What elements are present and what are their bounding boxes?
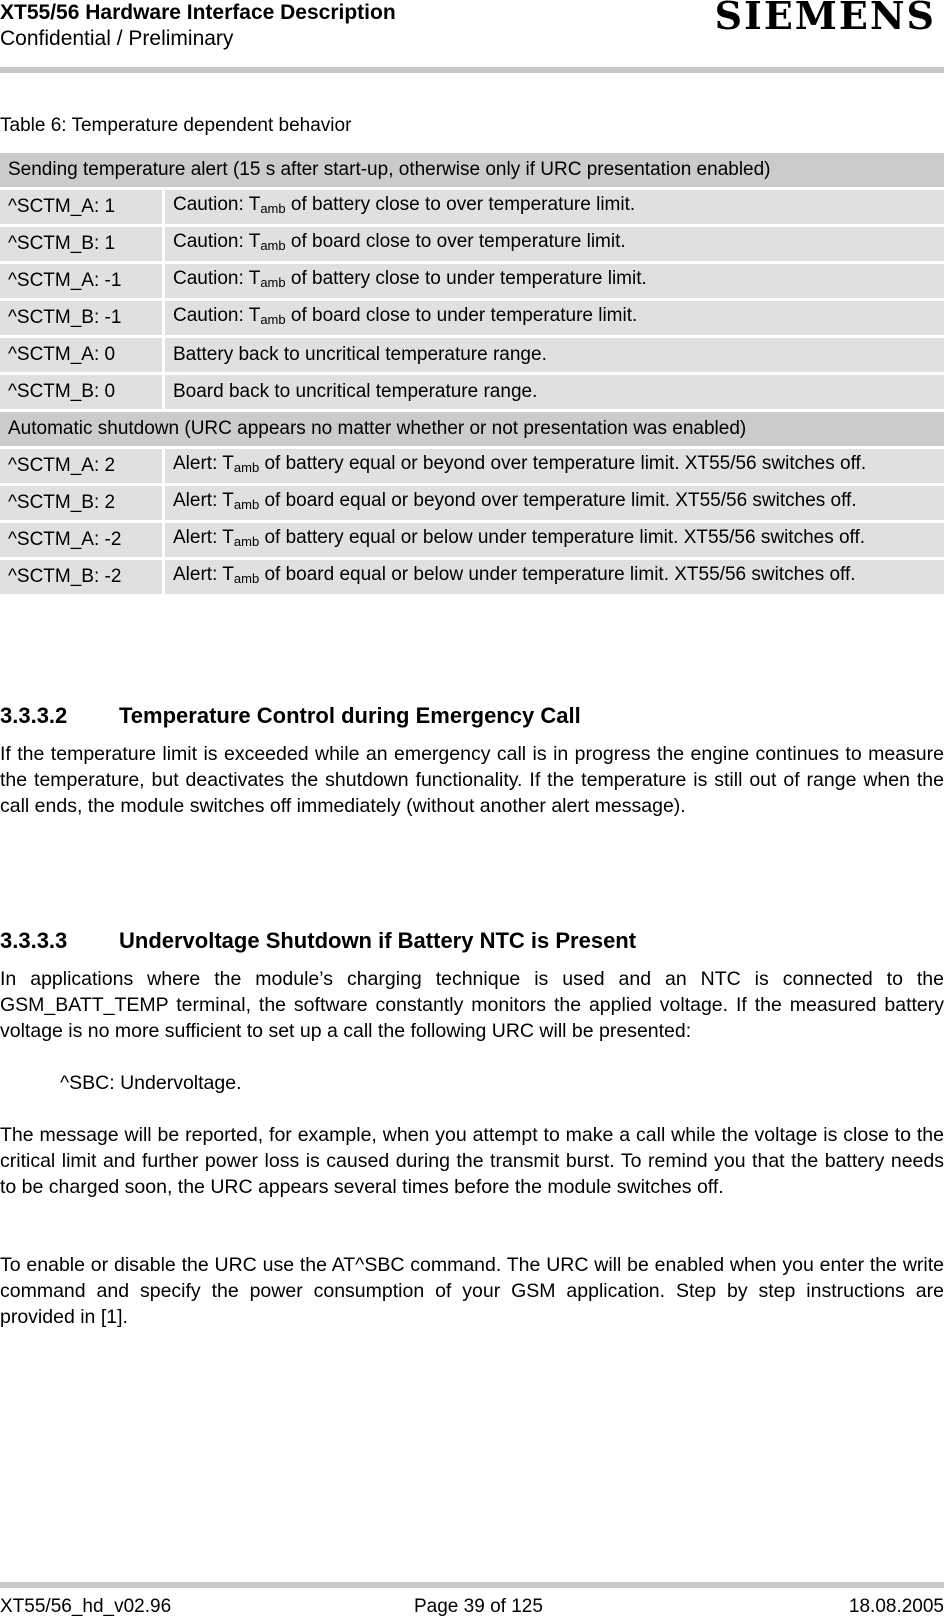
table-caption: Table 6: Temperature dependent behavior bbox=[0, 115, 352, 136]
table-row bbox=[0, 264, 944, 298]
urc-code: ^SCTM_B: -1 bbox=[0, 301, 165, 335]
section-heading-3333: 3.3.3.3 Undervoltage Shutdown if Battery NTC is Present bbox=[0, 928, 637, 953]
urc-code: ^SCTM_A: -1 bbox=[0, 264, 165, 298]
siemens-logo: SIEMENS bbox=[714, 0, 936, 38]
urc-description: Battery back to uncritical temperature range. bbox=[165, 338, 944, 372]
urc-description: Alert: $T_{amb}$ of board equal or below under temperature limit. XT55/56 switches off. bbox=[165, 560, 944, 594]
urc-description: Alert: $T_{amb}$ of battery equal or beyond over temperature limit. XT55/56 switches off. bbox=[165, 449, 944, 483]
urc-example: ^SBC: Undervoltage. bbox=[60, 1072, 242, 1094]
urc-description: Board back to uncritical temperature range. bbox=[165, 375, 944, 409]
table-row bbox=[0, 449, 944, 483]
urc-code: ^SCTM_A: 1 bbox=[0, 190, 165, 224]
footer-page-number: Page 39 of 125 bbox=[414, 1596, 543, 1617]
section-heading-3332: 3.3.3.2 Temperature Control during Emergency Call bbox=[0, 703, 581, 728]
temperature-behavior-table bbox=[0, 150, 944, 597]
table-row bbox=[0, 227, 944, 261]
footer-date: 18.08.2005 bbox=[848, 1596, 944, 1617]
table-row bbox=[0, 375, 944, 409]
table-section-header bbox=[0, 153, 944, 187]
urc-code: ^SCTM_B: 0 bbox=[0, 375, 165, 409]
section-3333-paragraph-2: The message will be reported, for example, when you attempt to make a call while the voltage is close to the critical limit and further power loss is caused during the transmit burst. To remind you that the battery needs to be charged soon, the URC appears several times before the module switches off. bbox=[0, 1124, 944, 1198]
urc-code: ^SCTM_B: -2 bbox=[0, 560, 165, 594]
table-row bbox=[0, 190, 944, 224]
urc-code: ^SCTM_B: 1 bbox=[0, 227, 165, 261]
urc-description: Alert: $T_{amb}$ of board equal or beyond over temperature limit. XT55/56 switches off. bbox=[165, 486, 944, 520]
urc-code: ^SCTM_A: -2 bbox=[0, 523, 165, 557]
table-section-header bbox=[0, 412, 944, 446]
section-alert-label: Sending temperature alert (15 s after start-up, otherwise only if URC presentation enabled) bbox=[0, 153, 944, 187]
urc-code: ^SCTM_B: 2 bbox=[0, 486, 165, 520]
confidentiality-note: Confidential / Preliminary bbox=[0, 27, 234, 50]
header-divider bbox=[0, 67, 944, 73]
table-row bbox=[0, 338, 944, 372]
urc-description: Caution: $T_{amb}$ of board close to over temperature limit. bbox=[165, 227, 944, 261]
section-3333-paragraph-1: In applications where the module’s charging technique is used and an NTC is connected to the GSM_BATT_TEMP terminal, the software constantly monitors the applied voltage. If the measured battery voltage is no more sufficient to set up a call the following URC will be presented: bbox=[0, 968, 944, 1042]
urc-description: Caution: $T_{amb}$ of battery close to under temperature limit. bbox=[165, 264, 944, 298]
table-row bbox=[0, 486, 944, 520]
section-3333-paragraph-3: To enable or disable the URC use the AT^SBC command. The URC will be enabled when you enter the write command and specify the power consumption of your GSM application. Step by step instructions are provided in [1]. bbox=[0, 1254, 944, 1328]
urc-description: Caution: $T_{amb}$ of board close to under temperature limit. bbox=[165, 301, 944, 335]
section-shutdown-label: Automatic shutdown (URC appears no matter whether or not presentation was enabled) bbox=[0, 412, 944, 446]
table-row bbox=[0, 560, 944, 594]
footer-divider bbox=[0, 1582, 944, 1588]
urc-code: ^SCTM_A: 2 bbox=[0, 449, 165, 483]
footer-doc-id: XT55/56_hd_v02.96 bbox=[0, 1596, 172, 1617]
table-row bbox=[0, 301, 944, 335]
urc-description: Caution: $T_{amb}$ of battery close to over temperature limit. bbox=[165, 190, 944, 224]
section-3332-paragraph: If the temperature limit is exceeded while an emergency call is in progress the engine continues to measure the temperature, but deactivates the shutdown functionality. If the temperature is still out of range when the call ends, the module switches off immediately (without another alert message). bbox=[0, 743, 944, 817]
table-row bbox=[0, 523, 944, 557]
urc-code: ^SCTM_A: 0 bbox=[0, 338, 165, 372]
urc-description: Alert: $T_{amb}$ of battery equal or below under temperature limit. XT55/56 switches off. bbox=[165, 523, 944, 557]
document-title: XT55/56 Hardware Interface Description bbox=[0, 1, 396, 24]
